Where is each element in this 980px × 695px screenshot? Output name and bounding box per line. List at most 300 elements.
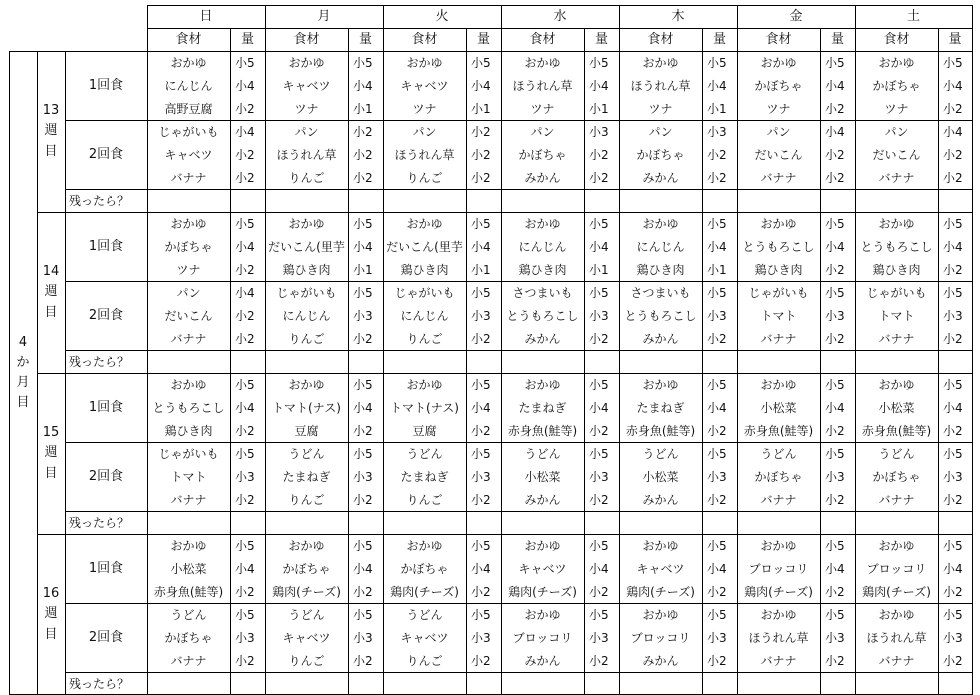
food-cell: ツナ (294, 101, 319, 116)
food-cell: おかゆ (524, 216, 561, 231)
food-cell: うどん (878, 446, 915, 461)
week-label-char: 14 (42, 264, 60, 280)
food-cell: かぼちゃ (872, 78, 921, 93)
food-cell: だいこん (164, 308, 213, 323)
amount-cell: 小5 (943, 446, 963, 461)
food-cell: うどん (642, 446, 679, 461)
food-cell: おかゆ (878, 216, 915, 231)
amount-cell: 小4 (943, 78, 963, 93)
amount-cell: 小5 (471, 55, 491, 70)
food-cell: トマト (878, 308, 915, 323)
food-col-header: 食材 (765, 32, 792, 47)
grid-line (383, 5, 384, 695)
food-cell: うどん (170, 607, 207, 622)
food-cell: ツナ (766, 101, 791, 116)
food-cell: キャベツ (400, 630, 449, 645)
amount-cell: 小5 (471, 285, 491, 300)
leftover-amount-cell (702, 511, 737, 534)
food-cell: みかん (524, 331, 561, 346)
food-cell: ブロッコリ (512, 630, 573, 645)
food-cell: おかゆ (524, 538, 561, 553)
leftover-label: 残ったら？ (69, 515, 130, 530)
amount-cell: 小5 (353, 446, 373, 461)
leftover-food-cell (383, 672, 466, 695)
week-label-char: 15 (42, 425, 60, 441)
food-cell: 小松菜 (524, 469, 561, 484)
food-cell: 小松菜 (642, 469, 679, 484)
amount-cell: 小2 (235, 308, 255, 323)
meal-label: 2回食 (88, 630, 124, 645)
food-col-header: 食材 (175, 32, 202, 47)
week-label-14 (37, 212, 65, 373)
amount-cell: 小5 (707, 216, 727, 231)
food-cell: おかゆ (642, 377, 679, 392)
amount-cell: 小3 (707, 469, 727, 484)
grid-line (501, 5, 502, 695)
amount-cell: 小4 (825, 561, 845, 576)
amount-cell: 小4 (589, 78, 609, 93)
food-cell: 豆腐 (294, 423, 319, 438)
amount-cell: 小4 (471, 561, 491, 576)
meal-label: 1回食 (88, 78, 124, 93)
food-cell: キャベツ (400, 78, 449, 93)
amount-col-header: 量 (240, 32, 254, 47)
amount-cell: 小2 (825, 331, 845, 346)
grid-line (147, 28, 972, 29)
month-label-char: 月 (16, 375, 30, 390)
amount-cell: 小5 (825, 607, 845, 622)
amount-cell: 小5 (471, 446, 491, 461)
day-header-2: 火 (435, 9, 449, 24)
food-cell: バナナ (170, 331, 207, 346)
food-cell: おかゆ (406, 538, 443, 553)
food-cell: りんご (288, 653, 325, 668)
amount-cell: 小2 (707, 147, 727, 162)
amount-cell: 小5 (589, 538, 609, 553)
amount-cell: 小5 (471, 538, 491, 553)
food-cell: 鶏肉(チーズ) (272, 584, 341, 599)
food-cell: たまねぎ (282, 469, 331, 484)
food-cell: ほうれん草 (630, 78, 691, 93)
amount-cell: 小2 (707, 584, 727, 599)
amount-cell: 小4 (471, 239, 491, 254)
grid-line (37, 373, 972, 374)
grid-line (9, 51, 10, 695)
grid-line (65, 442, 972, 443)
meal-label: 1回食 (88, 239, 124, 254)
amount-cell: 小2 (943, 492, 963, 507)
food-cell: パン (412, 124, 437, 139)
week-label-char: 目 (44, 626, 58, 642)
food-cell: おかゆ (760, 607, 797, 622)
amount-cell: 小5 (825, 377, 845, 392)
food-cell: おかゆ (288, 538, 325, 553)
amount-cell: 小3 (825, 630, 845, 645)
grid-line (466, 28, 467, 695)
week-label-char: 週 (44, 606, 58, 622)
food-cell: みかん (642, 170, 679, 185)
amount-cell: 小1 (471, 101, 491, 116)
leftover-food-cell (619, 672, 702, 695)
food-cell: パン (530, 124, 555, 139)
week-label-char: 13 (42, 103, 60, 119)
grid-line (147, 5, 972, 6)
amount-cell: 小4 (943, 124, 963, 139)
food-cell: おかゆ (170, 216, 207, 231)
amount-cell: 小3 (353, 630, 373, 645)
food-cell: かぼちゃ (754, 469, 803, 484)
grid-line (65, 189, 972, 190)
food-cell: 鶏肉(チーズ) (862, 584, 931, 599)
leftover-food-cell (147, 189, 230, 212)
month-label-char: 4 (18, 334, 28, 350)
leftover-amount-cell (348, 672, 383, 695)
day-header-6: 土 (906, 9, 920, 24)
amount-col-header: 量 (948, 32, 962, 47)
leftover-amount-cell (584, 350, 619, 373)
leftover-food-cell (619, 189, 702, 212)
food-cell: ブロッコリ (866, 561, 927, 576)
food-cell: うどん (288, 607, 325, 622)
amount-cell: 小2 (235, 492, 255, 507)
amount-cell: 小4 (235, 561, 255, 576)
food-cell: トマト (760, 308, 797, 323)
amount-cell: 小2 (943, 262, 963, 277)
food-cell: パン (766, 124, 791, 139)
food-col-header: 食材 (883, 32, 910, 47)
amount-cell: 小3 (943, 630, 963, 645)
food-cell: かぼちゃ (518, 147, 567, 162)
leftover-amount-cell (348, 189, 383, 212)
amount-cell: 小3 (707, 630, 727, 645)
amount-cell: 小4 (353, 400, 373, 415)
leftover-food-cell (147, 511, 230, 534)
grid-line (65, 51, 66, 695)
amount-cell: 小3 (471, 630, 491, 645)
food-cell: りんご (288, 331, 325, 346)
amount-cell: 小5 (943, 607, 963, 622)
food-cell: 鶏肉(チーズ) (744, 584, 813, 599)
food-cell: おかゆ (760, 55, 797, 70)
grid-line (265, 5, 266, 695)
amount-cell: 小5 (235, 55, 255, 70)
amount-cell: 小3 (589, 308, 609, 323)
leftover-label: 残ったら？ (69, 676, 130, 691)
food-cell: とうもろこし (152, 400, 225, 415)
food-cell: 鶏肉(チーズ) (390, 584, 459, 599)
day-header-0: 日 (199, 9, 213, 24)
week-label-13 (37, 51, 65, 212)
food-cell: ほうれん草 (276, 147, 337, 162)
food-cell: かぼちゃ (636, 147, 685, 162)
amount-cell: 小4 (707, 78, 727, 93)
amount-cell: 小5 (943, 538, 963, 553)
leftover-food-cell (383, 189, 466, 212)
amount-cell: 小5 (589, 446, 609, 461)
grid-line (737, 5, 738, 695)
food-cell: おかゆ (760, 216, 797, 231)
amount-cell: 小3 (589, 630, 609, 645)
amount-cell: 小2 (235, 653, 255, 668)
food-cell: 高野豆腐 (164, 101, 213, 116)
leftover-amount-cell (584, 189, 619, 212)
leftover-food-cell (619, 511, 702, 534)
meal-label: 2回食 (88, 147, 124, 162)
amount-cell: 小2 (825, 423, 845, 438)
amount-cell: 小2 (471, 170, 491, 185)
food-cell: 鶏ひき肉 (518, 262, 567, 277)
food-cell: ブロッコリ (630, 630, 691, 645)
day-header-1: 月 (317, 9, 331, 24)
amount-cell: 小2 (707, 423, 727, 438)
amount-cell: 小3 (589, 469, 609, 484)
amount-cell: 小5 (825, 55, 845, 70)
food-cell: 鶏ひき肉 (754, 262, 803, 277)
amount-cell: 小5 (353, 607, 373, 622)
food-cell: おかゆ (288, 216, 325, 231)
food-cell: トマト(ナス) (272, 400, 341, 415)
amount-cell: 小2 (235, 423, 255, 438)
leftover-amount-cell (230, 189, 265, 212)
week-label-char: 16 (42, 586, 60, 602)
food-cell: だいこん(里芋 (268, 239, 345, 254)
food-cell: おかゆ (406, 377, 443, 392)
week-label-char: 目 (44, 143, 58, 159)
food-cell: 鶏ひき肉 (282, 262, 331, 277)
amount-cell: 小2 (825, 653, 845, 668)
amount-cell: 小2 (943, 331, 963, 346)
food-cell: にんじん (518, 239, 567, 254)
food-cell: バナナ (760, 331, 797, 346)
amount-col-header: 量 (712, 32, 726, 47)
amount-cell: 小5 (943, 285, 963, 300)
leftover-amount-cell (938, 350, 972, 373)
grid-line (972, 5, 973, 695)
food-cell: 赤身魚(鮭等) (861, 423, 932, 438)
amount-cell: 小1 (353, 101, 373, 116)
leftover-food-cell (265, 189, 348, 212)
leftover-food-cell (501, 350, 584, 373)
amount-cell: 小4 (353, 78, 373, 93)
leftover-amount-cell (820, 350, 855, 373)
food-cell: おかゆ (170, 377, 207, 392)
food-cell: トマト(ナス) (390, 400, 459, 415)
amount-cell: 小4 (235, 124, 255, 139)
food-cell: おかゆ (406, 55, 443, 70)
amount-cell: 小5 (353, 216, 373, 231)
week-label-char: 目 (44, 465, 58, 481)
food-cell: おかゆ (288, 55, 325, 70)
food-cell: ほうれん草 (866, 630, 927, 645)
food-cell: おかゆ (760, 377, 797, 392)
day-header-5: 金 (789, 9, 803, 24)
leftover-amount-cell (702, 189, 737, 212)
food-cell: おかゆ (642, 216, 679, 231)
food-cell: だいこん (872, 147, 921, 162)
food-cell: 赤身魚(鮭等) (507, 423, 578, 438)
meal-label: 1回食 (88, 561, 124, 576)
leftover-food-cell (619, 350, 702, 373)
amount-cell: 小4 (943, 561, 963, 576)
amount-cell: 小2 (471, 492, 491, 507)
food-cell: おかゆ (642, 538, 679, 553)
amount-cell: 小4 (589, 400, 609, 415)
food-cell: かぼちゃ (872, 469, 921, 484)
amount-cell: 小5 (825, 446, 845, 461)
amount-cell: 小3 (353, 308, 373, 323)
amount-cell: 小2 (353, 584, 373, 599)
amount-cell: 小4 (353, 239, 373, 254)
amount-cell: 小2 (353, 492, 373, 507)
amount-cell: 小2 (353, 653, 373, 668)
week-label-15 (37, 373, 65, 534)
amount-cell: 小2 (353, 170, 373, 185)
amount-cell: 小5 (589, 285, 609, 300)
food-cell: さつまいも (630, 285, 691, 300)
amount-cell: 小2 (471, 653, 491, 668)
amount-cell: 小5 (825, 285, 845, 300)
amount-cell: 小2 (471, 331, 491, 346)
amount-cell: 小5 (589, 377, 609, 392)
food-cell: だいこん(里芋 (386, 239, 463, 254)
amount-cell: 小5 (589, 607, 609, 622)
amount-cell: 小4 (707, 400, 727, 415)
food-cell: うどん (406, 446, 443, 461)
amount-cell: 小5 (825, 538, 845, 553)
amount-cell: 小3 (943, 308, 963, 323)
week-label-char: 週 (44, 123, 58, 139)
food-cell: りんご (288, 492, 325, 507)
amount-col-header: 量 (476, 32, 490, 47)
amount-cell: 小5 (589, 55, 609, 70)
amount-cell: 小2 (471, 423, 491, 438)
food-cell: さつまいも (512, 285, 573, 300)
food-cell: おかゆ (406, 216, 443, 231)
amount-cell: 小5 (707, 55, 727, 70)
food-cell: 赤身魚(鮭等) (153, 584, 224, 599)
leftover-food-cell (501, 189, 584, 212)
food-cell: じゃがいも (866, 285, 927, 300)
amount-cell: 小2 (825, 147, 845, 162)
grid-line (65, 120, 972, 121)
food-cell: にんじん (282, 308, 331, 323)
leftover-amount-cell (820, 511, 855, 534)
amount-cell: 小1 (589, 101, 609, 116)
leftover-food-cell (147, 350, 230, 373)
food-cell: キャベツ (636, 561, 685, 576)
food-cell: おかゆ (760, 538, 797, 553)
food-cell: バナナ (170, 492, 207, 507)
amount-cell: 小2 (825, 492, 845, 507)
leftover-amount-cell (466, 672, 501, 695)
amount-cell: 小5 (471, 377, 491, 392)
food-cell: だいこん (754, 147, 803, 162)
amount-cell: 小1 (471, 262, 491, 277)
food-cell: 小松菜 (170, 561, 207, 576)
amount-cell: 小4 (235, 78, 255, 93)
meal-label: 2回食 (88, 469, 124, 484)
amount-cell: 小5 (707, 377, 727, 392)
amount-cell: 小5 (471, 607, 491, 622)
food-cell: おかゆ (878, 607, 915, 622)
food-cell: おかゆ (642, 55, 679, 70)
leftover-amount-cell (584, 511, 619, 534)
leftover-amount-cell (702, 672, 737, 695)
food-cell: おかゆ (878, 538, 915, 553)
food-cell: バナナ (878, 653, 915, 668)
food-cell: じゃがいも (158, 446, 219, 461)
food-cell: 鶏肉(チーズ) (508, 584, 577, 599)
amount-cell: 小3 (943, 469, 963, 484)
amount-col-header: 量 (594, 32, 608, 47)
grid-line (820, 28, 821, 695)
leftover-food-cell (737, 350, 820, 373)
food-cell: パン (884, 124, 909, 139)
leftover-food-cell (737, 511, 820, 534)
grid-line (65, 603, 972, 604)
amount-cell: 小2 (825, 584, 845, 599)
food-cell: みかん (524, 653, 561, 668)
amount-cell: 小4 (943, 400, 963, 415)
amount-cell: 小5 (353, 377, 373, 392)
amount-cell: 小1 (707, 262, 727, 277)
week-label-char: 週 (44, 284, 58, 300)
food-cell: ほうれん草 (512, 78, 573, 93)
food-cell: りんご (406, 331, 443, 346)
grid-line (65, 350, 972, 351)
leftover-amount-cell (466, 511, 501, 534)
amount-cell: 小2 (353, 147, 373, 162)
food-cell: ほうれん草 (748, 630, 809, 645)
leftover-label: 残ったら？ (69, 354, 130, 369)
food-cell: 赤身魚(鮭等) (625, 423, 696, 438)
leftover-amount-cell (820, 189, 855, 212)
food-cell: キャベツ (164, 147, 213, 162)
amount-cell: 小5 (707, 446, 727, 461)
food-cell: 鶏ひき肉 (872, 262, 921, 277)
leftover-amount-cell (938, 672, 972, 695)
food-cell: みかん (642, 653, 679, 668)
food-cell: たまねぎ (400, 469, 449, 484)
amount-cell: 小2 (589, 423, 609, 438)
amount-cell: 小2 (707, 170, 727, 185)
food-cell: うどん (760, 446, 797, 461)
leftover-amount-cell (348, 350, 383, 373)
amount-cell: 小4 (471, 400, 491, 415)
amount-cell: 小2 (589, 170, 609, 185)
food-cell: みかん (642, 331, 679, 346)
amount-cell: 小3 (825, 469, 845, 484)
food-cell: おかゆ (524, 607, 561, 622)
food-cell: おかゆ (524, 377, 561, 392)
amount-cell: 小2 (589, 492, 609, 507)
leftover-amount-cell (466, 189, 501, 212)
food-cell: たまねぎ (636, 400, 685, 415)
leftover-food-cell (265, 350, 348, 373)
grid-line (9, 51, 972, 52)
amount-cell: 小2 (825, 170, 845, 185)
food-cell: ツナ (176, 262, 201, 277)
amount-cell: 小2 (471, 147, 491, 162)
leftover-food-cell (265, 511, 348, 534)
leftover-amount-cell (938, 189, 972, 212)
amount-cell: 小4 (235, 400, 255, 415)
food-cell: 赤身魚(鮭等) (743, 423, 814, 438)
leftover-food-cell (855, 511, 938, 534)
amount-cell: 小3 (353, 469, 373, 484)
day-header-3: 水 (553, 9, 567, 24)
leftover-amount-cell (820, 672, 855, 695)
